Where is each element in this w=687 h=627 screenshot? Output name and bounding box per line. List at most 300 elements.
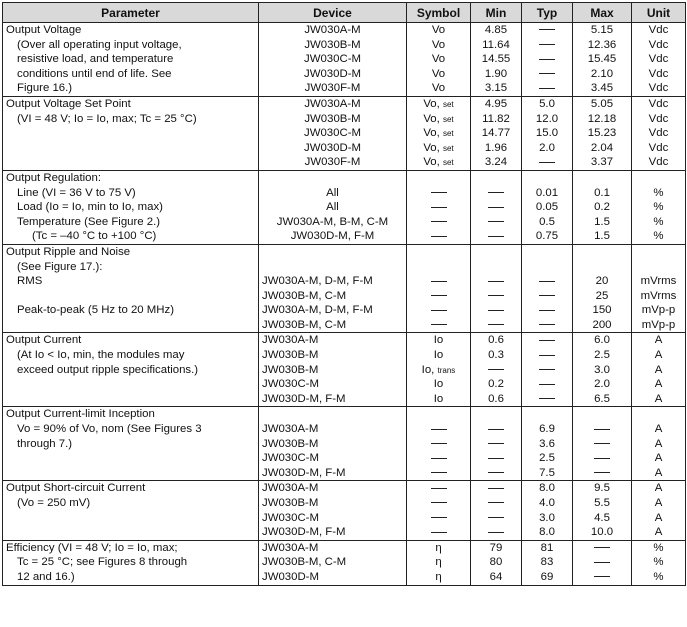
typ-value xyxy=(525,289,569,304)
dash-mark xyxy=(431,472,447,473)
min-text: 3.24 xyxy=(484,156,508,169)
header-typ: Typ xyxy=(522,3,573,23)
min-text: 0.6 xyxy=(488,334,504,347)
symbol-cell xyxy=(407,170,471,244)
dash-mark xyxy=(431,310,447,311)
dash-mark xyxy=(488,207,504,208)
typ-cell xyxy=(522,23,573,97)
min-value xyxy=(474,97,518,112)
symbol-value xyxy=(410,81,467,96)
symbol-value xyxy=(410,333,467,348)
dash-mark xyxy=(594,443,610,444)
device-value xyxy=(262,289,403,304)
min-cell xyxy=(471,481,522,540)
unit-value xyxy=(635,97,682,112)
unit-text: % xyxy=(653,541,664,554)
typ-value xyxy=(525,481,569,496)
device-text: JW030A-M xyxy=(262,334,319,347)
parameter-line: Output Current xyxy=(6,334,82,347)
dash-mark xyxy=(488,295,504,296)
device-value xyxy=(262,451,403,466)
min-text: 1.90 xyxy=(484,67,508,80)
max-text: 2.5 xyxy=(594,349,610,362)
max-value xyxy=(576,23,628,38)
device-cell xyxy=(259,96,407,170)
unit-text: % xyxy=(653,215,664,228)
symbol-value xyxy=(410,97,467,112)
typ-value xyxy=(525,126,569,141)
dash-mark xyxy=(539,162,555,163)
parameter-line: resistive load, and temperature xyxy=(17,53,174,66)
min-value xyxy=(474,541,518,556)
dash-mark xyxy=(539,73,555,74)
typ-cell xyxy=(522,244,573,333)
max-text: 6.5 xyxy=(594,392,610,405)
symbol-text: Io xyxy=(433,334,444,347)
unit-cell xyxy=(632,96,686,170)
unit-value xyxy=(635,318,682,333)
min-value xyxy=(474,215,518,230)
parameter-line: Peak-to-peak (5 Hz to 20 MHz) xyxy=(17,304,174,317)
symbol-value xyxy=(410,451,467,466)
device-cell xyxy=(259,333,407,407)
spec-table xyxy=(2,2,686,586)
min-text: 4.85 xyxy=(484,24,508,36)
min-value xyxy=(474,81,518,96)
device-text: JW030D-M xyxy=(262,570,319,583)
unit-value xyxy=(635,38,682,53)
unit-value xyxy=(635,422,682,437)
typ-text: 81 xyxy=(540,541,554,554)
dash-mark xyxy=(488,236,504,237)
min-value xyxy=(474,303,518,318)
min-value xyxy=(474,38,518,53)
spacer-line xyxy=(576,245,628,260)
typ-value xyxy=(525,511,569,526)
dash-mark xyxy=(539,384,555,385)
device-text: JW030B-M xyxy=(304,112,361,125)
typ-text: 8.0 xyxy=(539,482,555,495)
min-value xyxy=(474,377,518,392)
device-value xyxy=(262,141,403,156)
symbol-text: Vo, xyxy=(423,127,440,140)
unit-value xyxy=(635,81,682,96)
dash-mark xyxy=(431,458,447,459)
dash-mark xyxy=(431,192,447,193)
max-value xyxy=(576,141,628,156)
min-value xyxy=(474,555,518,570)
max-text: 12.36 xyxy=(587,38,617,51)
typ-text: 6.9 xyxy=(539,423,555,436)
device-cell xyxy=(259,244,407,333)
unit-value xyxy=(635,541,682,556)
symbol-value xyxy=(410,67,467,82)
symbol-value xyxy=(410,141,467,156)
device-text: JW030A-M xyxy=(304,97,361,110)
max-value xyxy=(576,289,628,304)
symbol-value xyxy=(410,318,467,333)
spacer-line xyxy=(410,407,467,422)
unit-text: A xyxy=(654,363,663,376)
max-value xyxy=(576,52,628,67)
device-value xyxy=(262,466,403,481)
min-text: 11.64 xyxy=(482,38,510,51)
parameter-line: (Tc = –40 °C to +100 °C) xyxy=(32,230,157,243)
max-text: 2.10 xyxy=(590,67,614,80)
unit-cell xyxy=(632,23,686,97)
min-text: 3.15 xyxy=(484,82,508,95)
symbol-text: Vo, xyxy=(423,112,440,125)
header-unit: Unit xyxy=(632,3,686,23)
min-text: 0.2 xyxy=(488,378,504,391)
max-text: 10.0 xyxy=(590,526,614,539)
typ-text: 0.05 xyxy=(535,201,559,214)
spacer-line xyxy=(576,171,628,186)
unit-text: A xyxy=(654,497,663,509)
spacer-line xyxy=(635,171,682,186)
unit-value xyxy=(635,511,682,526)
device-text: JW030A-M, D-M, F-M xyxy=(262,275,373,288)
device-value xyxy=(262,363,403,378)
max-value xyxy=(576,67,628,82)
device-text: JW030A-M, D-M, F-M xyxy=(262,304,373,317)
parameter-cell xyxy=(3,540,259,585)
spacer-line xyxy=(410,171,467,186)
parameter-line xyxy=(6,289,255,304)
symbol-value xyxy=(410,200,467,215)
device-value xyxy=(262,348,403,363)
max-text: 6.0 xyxy=(594,334,610,347)
unit-text: mVrms xyxy=(640,289,677,302)
device-value xyxy=(262,511,403,526)
unit-value xyxy=(635,23,682,38)
symbol-value xyxy=(410,363,467,378)
symbol-text: Vo xyxy=(431,53,446,66)
spec-section xyxy=(3,540,686,585)
dash-mark xyxy=(539,281,555,282)
spacer-line xyxy=(576,260,628,275)
parameter-line: (VI = 48 V; Io = Io, max; Tc = 25 °C) xyxy=(17,112,197,125)
device-text: JW030A-M xyxy=(262,423,319,436)
dash-mark xyxy=(431,324,447,325)
min-value xyxy=(474,333,518,348)
device-value xyxy=(262,437,403,452)
max-value xyxy=(576,392,628,407)
unit-text: Vdc xyxy=(648,127,669,140)
min-cell xyxy=(471,170,522,244)
max-cell xyxy=(573,244,632,333)
unit-value xyxy=(635,229,682,244)
symbol-value xyxy=(410,496,467,511)
max-value xyxy=(576,155,628,170)
device-value xyxy=(262,112,403,127)
max-cell xyxy=(573,333,632,407)
symbol-cell xyxy=(407,407,471,481)
parameter-cell xyxy=(3,96,259,170)
min-value xyxy=(474,112,518,127)
unit-text: A xyxy=(654,452,663,465)
unit-value xyxy=(635,555,682,570)
dash-mark xyxy=(431,281,447,282)
min-cell xyxy=(471,244,522,333)
device-value xyxy=(262,126,403,141)
parameter-line: (See Figure 17.): xyxy=(17,260,103,273)
dash-mark xyxy=(431,443,447,444)
spacer-line xyxy=(410,245,467,260)
typ-value xyxy=(525,112,569,127)
unit-value xyxy=(635,155,682,170)
symbol-cell xyxy=(407,244,471,333)
parameter-line: RMS xyxy=(17,275,43,288)
max-value xyxy=(576,466,628,481)
parameter-cell xyxy=(3,23,259,97)
device-value xyxy=(262,318,403,333)
unit-cell xyxy=(632,170,686,244)
device-value xyxy=(262,215,403,230)
unit-value xyxy=(635,481,682,496)
unit-text: Vdc xyxy=(648,53,669,66)
dash-mark xyxy=(539,310,555,311)
parameter-line: Output Voltage Set Point xyxy=(6,97,131,110)
symbol-text: Io xyxy=(433,378,444,391)
symbol-text: Io xyxy=(433,392,444,405)
min-text: 0.6 xyxy=(488,392,504,405)
dash-mark xyxy=(431,502,447,503)
max-value xyxy=(576,451,628,466)
max-value xyxy=(576,437,628,452)
dash-mark xyxy=(594,472,610,473)
typ-text: 69 xyxy=(540,570,554,583)
header-device: Device xyxy=(259,3,407,23)
device-value xyxy=(262,81,403,96)
typ-value xyxy=(525,67,569,82)
max-value xyxy=(576,38,628,53)
spacer-line xyxy=(525,407,569,422)
typ-value xyxy=(525,23,569,38)
spacer-line xyxy=(525,260,569,275)
parameter-line: exceed output ripple specifications.) xyxy=(17,363,199,376)
header-row xyxy=(3,3,686,23)
dash-mark xyxy=(431,221,447,222)
min-cell xyxy=(471,407,522,481)
typ-value xyxy=(525,570,569,585)
typ-text: 8.0 xyxy=(539,526,555,539)
unit-text: A xyxy=(654,378,663,391)
typ-text: 5.0 xyxy=(539,97,555,110)
unit-text: A xyxy=(654,423,663,436)
spec-section xyxy=(3,244,686,333)
typ-value xyxy=(525,155,569,170)
unit-value xyxy=(635,274,682,289)
min-value xyxy=(474,481,518,496)
header-symbol: Symbol xyxy=(407,3,471,23)
unit-text: mVp-p xyxy=(641,304,676,317)
dash-mark xyxy=(539,398,555,399)
symbol-text: η xyxy=(435,570,442,583)
device-value xyxy=(262,23,403,38)
device-value xyxy=(262,97,403,112)
typ-value xyxy=(525,274,569,289)
symbol-value xyxy=(410,289,467,304)
parameter-line: Temperature (See Figure 2.) xyxy=(17,215,161,228)
min-value xyxy=(474,289,518,304)
typ-value xyxy=(525,437,569,452)
symbol-value xyxy=(410,52,467,67)
max-cell xyxy=(573,540,632,585)
symbol-value xyxy=(410,215,467,230)
device-value xyxy=(262,38,403,53)
typ-value xyxy=(525,363,569,378)
symbol-cell xyxy=(407,333,471,407)
min-text: 14.77 xyxy=(481,127,511,140)
min-value xyxy=(474,186,518,201)
dash-mark xyxy=(539,355,555,356)
device-text: JW030C-M xyxy=(304,53,361,66)
dash-mark xyxy=(539,340,555,341)
max-value xyxy=(576,496,628,511)
unit-text: Vdc xyxy=(648,141,669,154)
max-value xyxy=(576,318,628,333)
unit-text: % xyxy=(653,186,664,199)
symbol-value xyxy=(410,392,467,407)
unit-text: mVrms xyxy=(640,275,677,288)
min-value xyxy=(474,496,518,511)
device-value xyxy=(262,186,403,201)
symbol-value xyxy=(410,511,467,526)
device-text: JW030B-M xyxy=(262,349,319,362)
symbol-subscript: set xyxy=(442,114,454,124)
unit-text: A xyxy=(654,526,663,539)
max-text: 20 xyxy=(595,275,609,288)
dash-mark xyxy=(539,369,555,370)
max-value xyxy=(576,229,628,244)
typ-cell xyxy=(522,96,573,170)
device-text: JW030B-M, C-M xyxy=(262,289,347,302)
typ-text: 0.5 xyxy=(539,215,555,228)
dash-mark xyxy=(488,532,504,533)
symbol-cell xyxy=(407,96,471,170)
spec-section xyxy=(3,96,686,170)
unit-value xyxy=(635,392,682,407)
unit-text: A xyxy=(654,511,663,524)
dash-mark xyxy=(594,429,610,430)
typ-value xyxy=(525,141,569,156)
unit-text: A xyxy=(654,392,663,405)
min-value xyxy=(474,525,518,540)
parameter-line: through 7.) xyxy=(17,437,73,450)
header-max: Max xyxy=(573,3,632,23)
parameter-line: Output Regulation: xyxy=(6,171,101,184)
unit-value xyxy=(635,525,682,540)
dash-mark xyxy=(488,324,504,325)
device-value xyxy=(262,555,403,570)
max-value xyxy=(576,215,628,230)
unit-value xyxy=(635,215,682,230)
min-text: 64 xyxy=(489,570,503,583)
max-value xyxy=(576,377,628,392)
symbol-value xyxy=(410,126,467,141)
max-value xyxy=(576,97,628,112)
typ-value xyxy=(525,229,569,244)
parameter-line: conditions until end of life. See xyxy=(17,67,172,80)
min-value xyxy=(474,274,518,289)
dash-mark xyxy=(431,207,447,208)
spec-section xyxy=(3,407,686,481)
unit-text: % xyxy=(653,556,664,569)
unit-value xyxy=(635,363,682,378)
unit-value xyxy=(635,52,682,67)
dash-mark xyxy=(488,502,504,503)
min-value xyxy=(474,570,518,585)
unit-text: A xyxy=(654,334,663,347)
spec-section xyxy=(3,333,686,407)
dash-mark xyxy=(594,576,610,577)
typ-value xyxy=(525,525,569,540)
max-value xyxy=(576,186,628,201)
parameter-cell xyxy=(3,244,259,333)
unit-value xyxy=(635,570,682,585)
dash-mark xyxy=(594,458,610,459)
dash-mark xyxy=(488,517,504,518)
min-text: 0.3 xyxy=(488,349,504,362)
symbol-subscript: set xyxy=(442,129,454,139)
device-cell xyxy=(259,481,407,540)
typ-text: 15.0 xyxy=(535,127,559,140)
max-cell xyxy=(573,96,632,170)
parameter-line: (Over all operating input voltage, xyxy=(17,38,182,51)
min-cell xyxy=(471,96,522,170)
device-text: JW030F-M xyxy=(304,82,361,95)
device-text: JW030C-M xyxy=(262,378,319,391)
min-value xyxy=(474,141,518,156)
typ-cell xyxy=(522,481,573,540)
device-text: JW030D-M, F-M xyxy=(262,466,346,479)
max-value xyxy=(576,333,628,348)
typ-cell xyxy=(522,333,573,407)
symbol-value xyxy=(410,466,467,481)
max-value xyxy=(576,511,628,526)
dash-mark xyxy=(539,324,555,325)
dash-mark xyxy=(431,236,447,237)
unit-cell xyxy=(632,244,686,333)
device-value xyxy=(262,303,403,318)
typ-value xyxy=(525,38,569,53)
unit-value xyxy=(635,377,682,392)
min-value xyxy=(474,348,518,363)
dash-mark xyxy=(488,488,504,489)
spacer-line xyxy=(635,245,682,260)
max-cell xyxy=(573,407,632,481)
symbol-value xyxy=(410,38,467,53)
max-text: 25 xyxy=(595,289,609,302)
device-text: JW030C-M xyxy=(304,127,361,140)
device-value xyxy=(262,481,403,496)
device-text: All xyxy=(326,201,339,214)
typ-value xyxy=(525,186,569,201)
parameter-line: (At Io < Io, min, the modules may xyxy=(17,349,185,362)
typ-cell xyxy=(522,170,573,244)
parameter-line: (Vo = 250 mV) xyxy=(17,497,91,509)
unit-value xyxy=(635,303,682,318)
max-value xyxy=(576,81,628,96)
device-value xyxy=(262,525,403,540)
symbol-text: η xyxy=(435,556,442,569)
symbol-value xyxy=(410,437,467,452)
symbol-value xyxy=(410,274,467,289)
max-text: 1.5 xyxy=(594,215,610,228)
device-text: JW030A-M, B-M, C-M xyxy=(276,215,389,228)
spacer-line xyxy=(525,245,569,260)
